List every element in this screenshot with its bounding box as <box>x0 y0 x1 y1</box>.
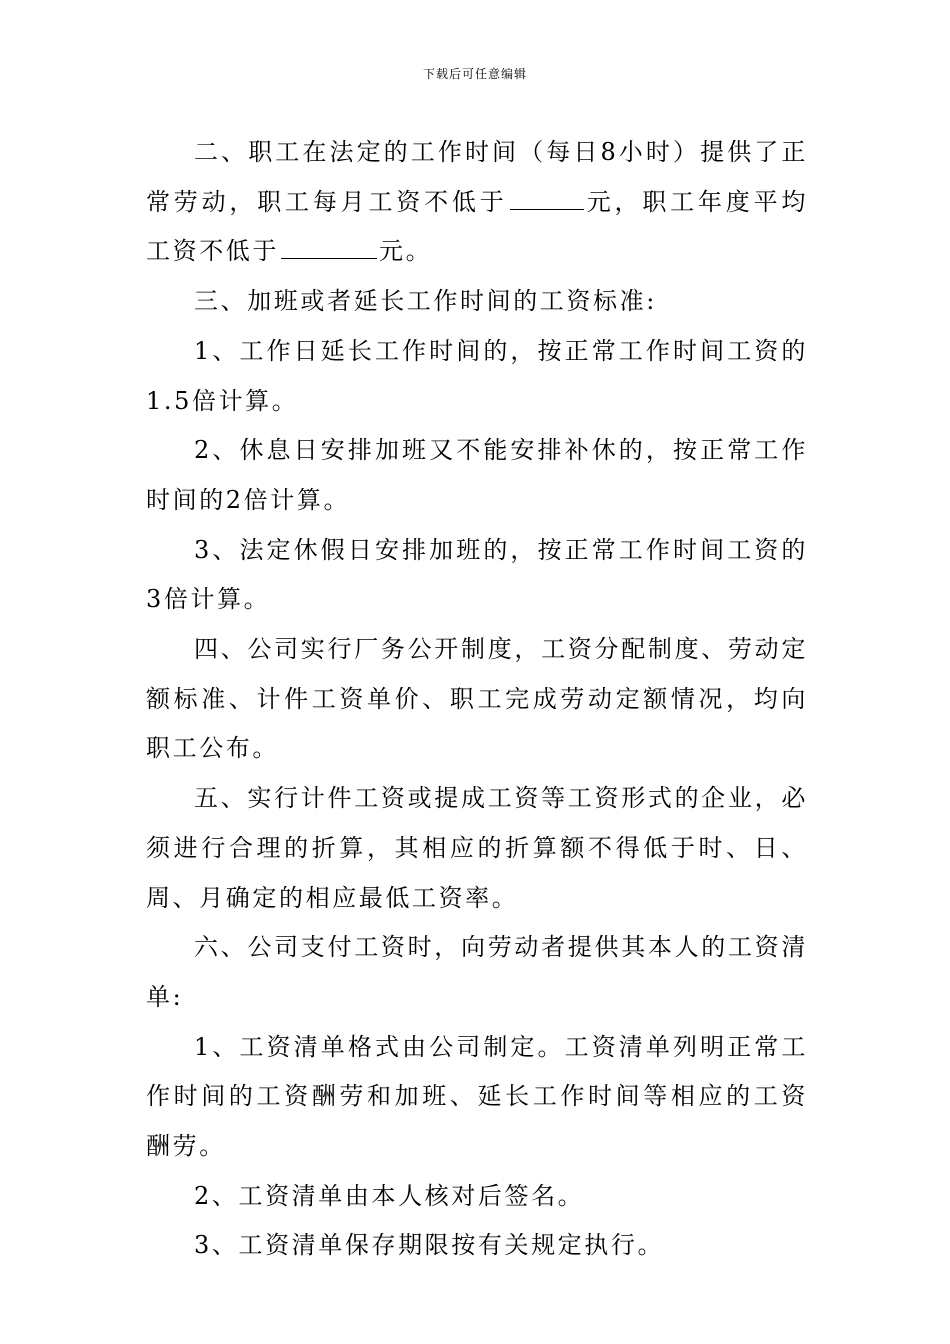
page-header-note: 下载后可任意编辑 <box>422 67 527 81</box>
paragraph-text: 二、职工在法定的工作时间（每日8小时）提供了正常劳动，职工每月工资不低于 <box>146 138 808 216</box>
annual-wage-blank <box>281 232 377 259</box>
paragraph-overtime-heading: 三、加班或者延长工作时间的工资标准: <box>194 287 657 316</box>
paragraph-overtime-holiday: 3、法定休假日安排加班的，按正常工作时间工资的3倍计算。 <box>146 535 808 614</box>
paragraph-text: 元。 <box>379 237 433 266</box>
monthly-wage-blank <box>510 183 584 210</box>
paragraph-minimum-wage <box>146 128 808 277</box>
paragraph-overtime-workday: 1、工作日延长工作时间的，按正常工作时间工资的1.5倍计算。 <box>146 336 808 415</box>
paragraph-payslip-heading: 六、公司支付工资时，向劳动者提供其本人的工资清单: <box>146 933 808 1011</box>
paragraph-overtime-restday: 2、休息日安排加班又不能安排补休的，按正常工作时间的2倍计算。 <box>146 436 808 514</box>
paragraph-payslip-sign: 2、工资清单由本人核对后签名。 <box>194 1181 585 1210</box>
document-body <box>146 128 808 1271</box>
paragraph-text: 元，职工年度平均工资不低于 <box>146 187 808 266</box>
paragraph-piecework: 五、实行计件工资或提成工资等工资形式的企业，必须进行合理的折算，其相应的折算额不得低于时、日、周、月确定的相应最低工资率。 <box>146 784 808 912</box>
paragraph-payslip-format: 1、工资清单格式由公司制定。工资清单列明正常工作时间的工资酬劳和加班、延长工作时间等相应的工资酬劳。 <box>146 1032 808 1161</box>
paragraph-payslip-retention: 3、工资清单保存期限按有关规定执行。 <box>194 1231 665 1260</box>
paragraph-disclosure: 四、公司实行厂务公开制度，工资分配制度、劳动定额标准、计件工资单价、职工完成劳动定额情况，均向职工公布。 <box>146 635 808 763</box>
